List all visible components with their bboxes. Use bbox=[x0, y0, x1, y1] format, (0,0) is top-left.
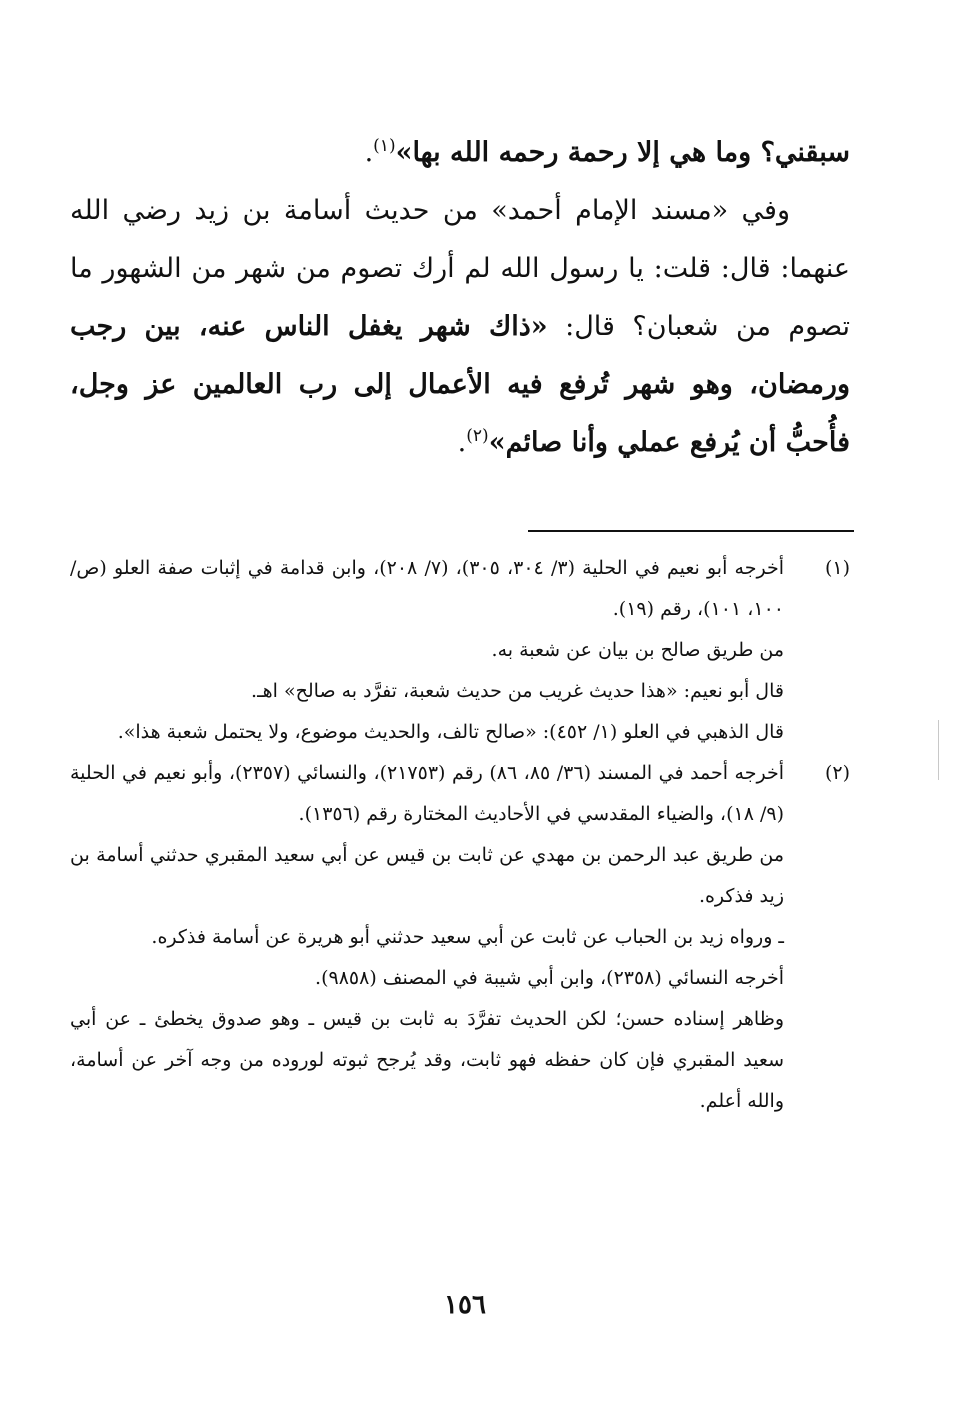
footnote-divider bbox=[528, 530, 854, 532]
footnote-number: (٢) bbox=[824, 762, 850, 784]
footnote-number: (١) bbox=[824, 557, 850, 579]
footnotes bbox=[70, 548, 850, 1122]
sentence-end: . bbox=[457, 427, 467, 458]
main-text bbox=[70, 124, 850, 472]
scan-artifact bbox=[938, 720, 939, 780]
footnote-line: من طريق صالح بن بيان عن شعبة به. bbox=[491, 639, 784, 661]
main-paragraph-2 bbox=[70, 182, 850, 472]
main-line-1 bbox=[70, 124, 850, 182]
footnote-1 bbox=[70, 548, 850, 753]
footnote-2 bbox=[70, 753, 850, 1122]
footnote-line: أخرجه أبو نعيم في الحلية (٣/ ٣٠٤، ٣٠٥)، (٧/ ٢٠٨)، وابن قدامة في إثبات صفة العلو (ص/ ١٠٠، ١٠١)، رقم (١٩). bbox=[70, 557, 784, 620]
page-number: ١٥٦ bbox=[444, 1290, 486, 1320]
footnote-line: أخرجه النسائي (٢٣٥٨)، وابن أبي شيبة في المصنف (٩٨٥٨). bbox=[315, 967, 784, 989]
footnote-line: أخرجه أحمد في المسند (٣٦/ ٨٥، ٨٦) رقم (٢١٧٥٣)، والنسائي (٢٣٥٧)، وأبو نعيم في الحلية (٩/ ١٨)، والضياء المقدسي في الأحاديث المختارة رقم (١٣٥٦). bbox=[70, 762, 784, 825]
footnote-line: وظاهر إسناده حسن؛ لكن الحديث تفرَّدَ به ثابت بن قيس ـ وهو صدوق يخطئ ـ عن أبي سعيد المقبري فإن كان حفظه فهو ثابت، وقد يُرجح ثبوته لوروده من وجه آخر عن أسامة، والله أعلم. bbox=[70, 1008, 784, 1112]
hadith-quote: «ذاك شهر يغفل الناس عنه، بين رجب ورمضان، وهو شهر تُرفع فيه الأعمال إلى رب العالمين عز وجل، فأُحبُّ أن يُرفع عملي وأنا صائم» bbox=[70, 311, 850, 458]
quote-ending: سبقني؟ وما هي إلا رحمة رحمه الله بها» bbox=[395, 137, 850, 168]
footnote-ref-2: (٢) bbox=[466, 426, 489, 446]
footnote-line: قال الذهبي في العلو (١/ ٤٥٢): «صالح تالف، والحديث موضوع، ولا يحتمل شعبة هذا». bbox=[117, 721, 784, 743]
footnote-line: قال أبو نعيم: «هذا حديث غريب من حديث شعبة، تفرَّد به صالح» اهـ. bbox=[251, 680, 784, 702]
hadith-intro: وفي «مسند الإمام أحمد» من حديث أسامة بن زيد رضي الله عنهما: قال: قلت: يا رسول الله لم أرك تصوم من شهر من الشهور ما تصوم من شعبان؟ قال: bbox=[70, 195, 850, 342]
footnote-line: ـ ورواه زيد بن الحباب عن ثابت عن أبي سعيد حدثني أبو هريرة عن أسامة فذكره. bbox=[151, 926, 784, 948]
footnote-ref-1: (١) bbox=[373, 136, 396, 156]
footnote-line: من طريق عبد الرحمن بن مهدي عن ثابت بن قيس عن أبي سعيد المقبري حدثني أسامة بن زيد فذكره. bbox=[70, 844, 784, 907]
sentence-end: . bbox=[364, 137, 374, 168]
